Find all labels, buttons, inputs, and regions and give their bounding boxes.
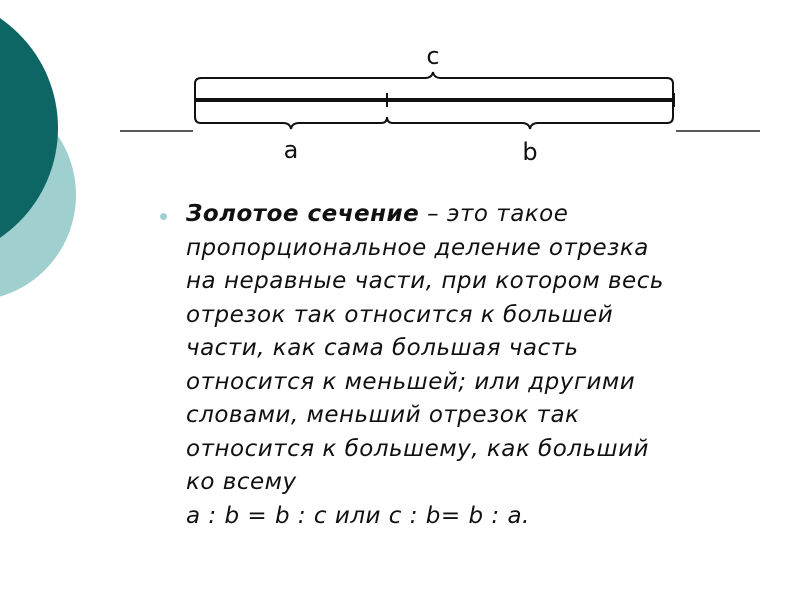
definition-block bbox=[160, 198, 760, 533]
definition-line: ко всему bbox=[186, 469, 297, 495]
definition-term: Золотое сечение bbox=[186, 201, 420, 227]
definition-line: части, как сама большая часть bbox=[186, 335, 579, 361]
label-b: b bbox=[522, 138, 538, 166]
brace-a bbox=[195, 100, 387, 129]
label-a: a bbox=[283, 136, 299, 164]
definition-line: отрезок так относится к большей bbox=[186, 301, 614, 328]
definition-line: пропорциональное деление отрезка bbox=[186, 234, 649, 261]
definition-line: на неравные части, при котором весь bbox=[186, 268, 664, 294]
label-c: c bbox=[426, 42, 440, 70]
bullet-icon bbox=[160, 213, 167, 220]
definition-line: относится к меньшей; или другими bbox=[186, 368, 636, 395]
brace-c bbox=[195, 72, 673, 100]
definition-line: относится к большему, как больший bbox=[186, 435, 650, 462]
definition-text-segment: – это такое bbox=[419, 201, 569, 227]
definition-line: словами, меньший отрезок так bbox=[186, 402, 580, 428]
brace-b bbox=[387, 100, 673, 129]
formula-line: a : b = b : c или c : b= b : a. bbox=[186, 502, 530, 529]
definition-line-1 bbox=[186, 198, 760, 232]
definition-text bbox=[186, 198, 760, 533]
bullet-item bbox=[160, 198, 760, 533]
